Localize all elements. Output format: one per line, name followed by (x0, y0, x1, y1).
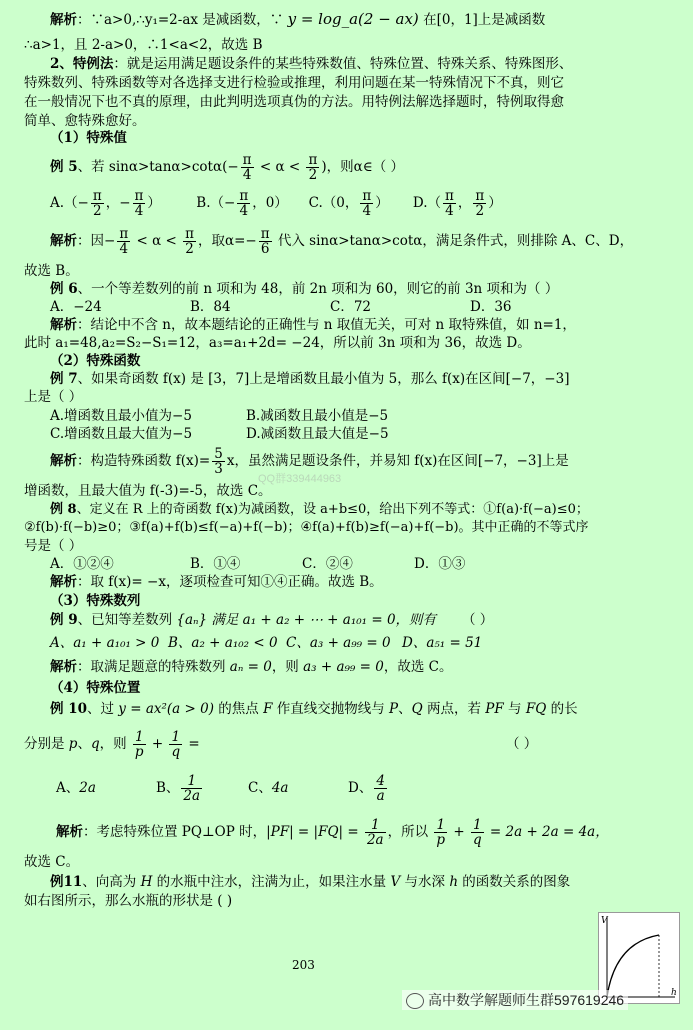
option-c: C.（0， $\frac{\pi}{4}$ ） (308, 188, 389, 219)
example-6-options: A．−24 B．84 C．72 D．36 (50, 299, 512, 315)
section-2-line: 2、特例法：就是运用满足题设条件的某些特殊数值、特殊位置、特殊关系、特殊图形、 (50, 56, 573, 72)
example-9-solution: 解析：取满足题意的特殊数列 aₙ = 0，则 a₃ + a₉₉ = 0，故选 C。 (50, 659, 453, 675)
example-5-solution: 解析：因− $\frac{\pi}{4}$ < α < $\frac{\pi}{2}$ ，取α=− $\frac{\pi}{6}$ 代入 sinα>tanα>cotα，满足条件式，则排除 A、C、D， (50, 226, 634, 257)
example-6-solution: 解析：结论中不含 n，故本题结论的正确性与 n 取值无关，可对 n 取特殊值，如 n=1， (50, 317, 576, 333)
example-8-question-3: 号是（ ） (24, 538, 83, 554)
example-7-question: 例 7、如果奇函数 f(x) 是 [3，7]上是增函数且最小值为 5，那么 f(x)在区间[−7，−3] (50, 371, 570, 387)
subheading-special-sequence: （3）特殊数列 (50, 593, 141, 609)
example-7-question-2: 上是（ ） (24, 389, 83, 405)
line-2: ∴a>1，且 2-a>0，∴1<a<2，故选 B (24, 37, 263, 53)
example-10-conclusion: 故选 C。 (24, 854, 80, 870)
example-10-solution: 解析：考虑特殊位置 PQ⊥OP 时，|PF| = |FQ| = $\frac{1}{2a}$ ，所以 $\frac{1}{p}$ + $\frac{1}{q}$ = 2a + 2a = 4a， (56, 817, 609, 848)
footer-text: 高中数学解题师生群597619246 (428, 992, 625, 1008)
line-1: 解析：∵a>0,∴y₁=2-ax 是减函数，∵ y = log_a(2 − ax) 在[0，1]上是减函数 (50, 10, 546, 28)
example-10-options: A、2a B、 $\frac{1}{2a}$ C、4a D、 $\frac{4}{a}$ (56, 773, 385, 804)
formula: y = log_a(2 − ax) (287, 10, 419, 28)
example-9-question: 例 9、已知等差数列 {aₙ} 满足 a₁ + a₂ + ⋯ + a₁₀₁ = 0，则有 （ ） (50, 612, 494, 628)
option-a: A.（− $\frac{\pi}{2}$ ，− $\frac{\pi}{4}$ ） (50, 188, 161, 219)
page-number: 203 (292, 958, 315, 972)
footer-watermark (402, 990, 628, 1010)
example-10-question: 例 10、过 y = ax²(a > 0) 的焦点 F 作直线交抛物线与 P、Q 两点，若 PF 与 FQ 的长 (50, 701, 578, 717)
option-d: D.（ $\frac{\pi}{4}$ ， $\frac{\pi}{2}$ ） (412, 188, 502, 219)
example-7-solution: 解析：构造特殊函数 f(x)= $\frac{5}{3}$ x，虽然满足题设条件，并易知 f(x)在区间[−7，−3]上是 (50, 446, 569, 477)
example-5-conclusion: 故选 B。 (24, 263, 79, 279)
solution-label: 解析 (50, 12, 77, 28)
example-5-options (50, 186, 675, 220)
watermark: QQ群339444963 (258, 473, 342, 485)
example-8-question-2: ②f(b)·f(−b)≥0；③f(a)+f(b)≤f(−a)+f(−b)；④f(a)+f(b)≥f(−a)+f(−b)。其中正确的不等式序 (24, 520, 589, 535)
graph-curve (607, 935, 659, 997)
subheading-special-value: （1）特殊值 (50, 130, 127, 146)
example-11-question: 例11、向高为 H 的水瓶中注水，注满为止，如果注水量 V 与水深 h 的函数关系的图象 (50, 874, 571, 890)
option-b: B.（− $\frac{\pi}{4}$ ，0） (196, 188, 288, 219)
subheading-special-function: （2）特殊函数 (50, 353, 141, 369)
example-6-question: 例 6、一个等差数列的前 n 项和为 48，前 2n 项和为 60，则它的前 3n 项和为（ ） (50, 281, 559, 297)
example-7-solution-2: 增函数，且最大值为 f(-3)=-5，故选 C。 (24, 483, 272, 499)
section-2-line: 在一般情况下也不真的原理，由此判明选项真伪的方法。用特例法解选择题时，特例取得愈 (24, 94, 564, 110)
example-5-question: 例 5、若 sinα>tanα>cotα(− $\frac{\pi}{4}$ < α < $\frac{\pi}{2}$ )，则α∈（ ） (50, 152, 404, 183)
section-heading: 2、特例法 (50, 56, 114, 72)
section-2-line: 简单、愈特殊愈好。 (24, 113, 146, 129)
wechat-icon (406, 993, 424, 1009)
example-9-options: A、a₁ + a₁₀₁ > 0 B、a₂ + a₁₀₂ < 0 C、a₃ + a₉₉ = 0 D、a₅₁ = 51 (50, 635, 483, 651)
example-8-question: 例 8、定义在 R 上的奇函数 f(x)为减函数，设 a+b≤0，给出下列不等式：①f(a)·f(−a)≤0； (50, 502, 589, 517)
example-11-question-2: 如右图所示，那么水瓶的形状是 ( ) (24, 893, 233, 909)
example-10-question-2: 分别是 p、q，则 $\frac{1}{p}$ + $\frac{1}{q}$ = （ ） (24, 729, 538, 760)
x-axis-label: h (671, 988, 677, 998)
example-7-options-1: A.增函数且最小值为−5 B.减函数且最小值是−5 (50, 408, 389, 424)
subheading-special-position: （4）特殊位置 (50, 680, 141, 696)
example-6-solution-2: 此时 a₁=48,a₂=S₂−S₁=12，a₃=a₁+2d= −24，所以前 3n 项和为 36，故选 D。 (24, 335, 531, 351)
y-axis-label: V (601, 916, 608, 926)
example-8-solution: 解析：取 f(x)= −x，逐项检查可知①④正确。故选 B。 (50, 574, 383, 590)
section-2-line: 特殊数列、特殊函数等对各选择支进行检验或推理，利用问题在某一特殊情况下不真，则它 (24, 75, 564, 91)
example-7-options-2: C.增函数且最大值为−5 D.减函数且最大值是−5 (50, 426, 389, 442)
example-8-options: A．①②④ B．①④ C．②④ D．①③ (50, 556, 466, 572)
